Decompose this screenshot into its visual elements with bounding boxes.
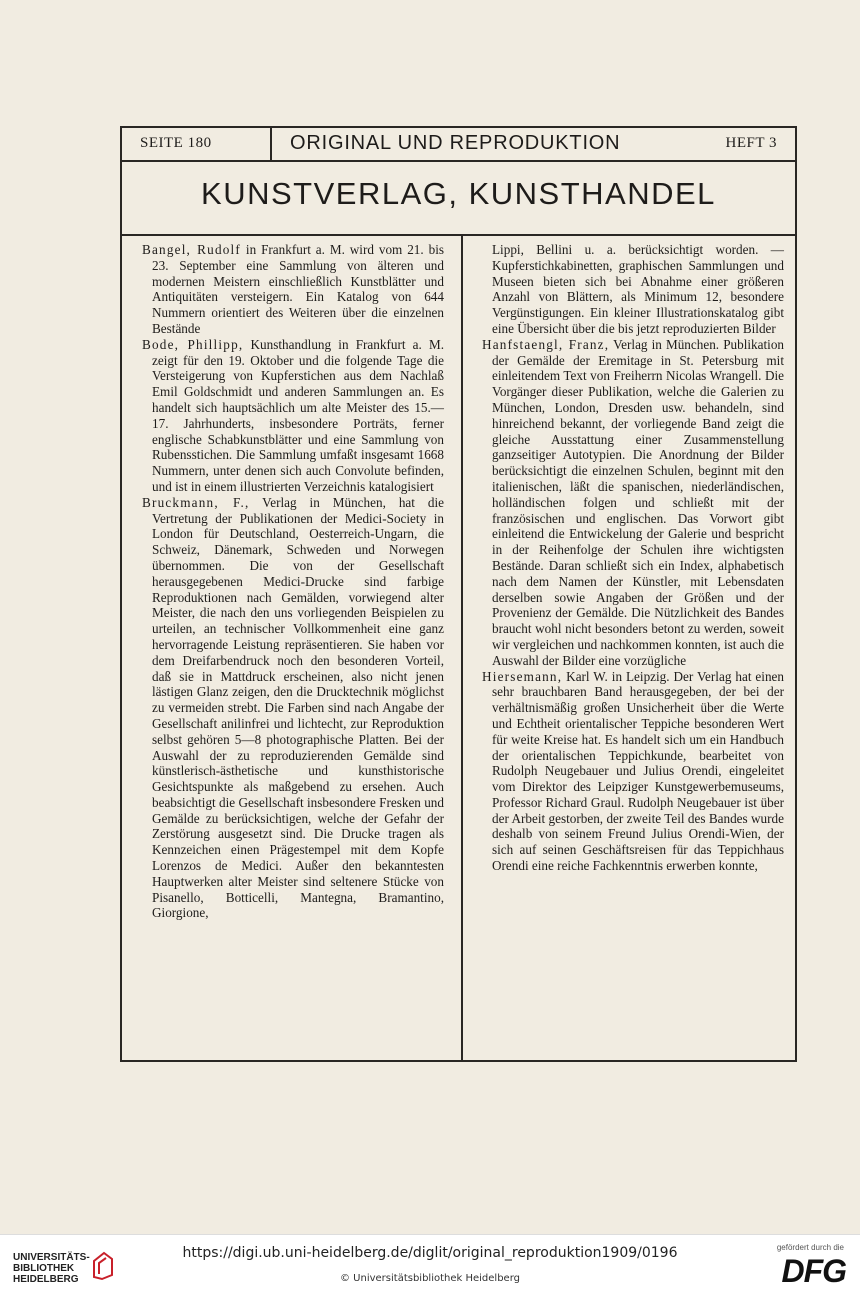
entry-text: Karl W. in Leipzig. Der Verlag hat einen sehr brauchbaren Band herausgegeben, der bei der verhältnismäßig großen Unsicherheit über die Werte und Echtheit orientalischer Teppiche besonderen Wert für weite Kreise hat. Es handelt sich um ein Handbuch der orientalischen Teppichkunde, bearbeitet von Rudolph Neugebauer und Julius Orendi, eingeleitet vom Direktor des Leipziger Kunstgewerbemuseums, Professor Richard Graul. Rudolph Neugebauer ist über der Arbeit gestorben, der zweite Teil des Bandes wurde deshalb von seinem Freund Julius Orendi-Wien, der sich auf seinen Geschäftsreisen für das Teppichhaus Orendi eine reiche Fachkenntnis erwerben konnte, [492, 668, 784, 874]
library-name-line: BIBLIOTHEK [13, 1263, 75, 1274]
permalink-url[interactable]: https://digi.ub.uni-heidelberg.de/diglit/original_reproduktion1909/0196 [182, 1245, 678, 1261]
library-name-line: HEIDELBERG [13, 1274, 79, 1285]
running-header [122, 128, 795, 162]
page-number: SEITE 180 [140, 135, 212, 151]
entry-text: Kunsthandlung in Frankfurt a. M. zeigt für den 19. Oktober und die folgende Tage die Versteigerung von Kupferstichen aus dem Nachlaß Emil Goldschmidt und anderen Sammlungen an. Es handelt sich hauptsächlich um alte Meister des 15.—17. Jahrhunderts, insbesondere Porträts, ferner englische Schabkunstblätter und eine Sammlung von Rubensstichen. Die Sammlung umfaßt insgesamt 1668 Nummern, unter denen sich auch Convolute befinden, und ist in einem illustrierten Verzeichnis katalogisiert [152, 336, 445, 494]
entry-text: Lippi, Bellini u. a. berücksichtigt worden. — Kupferstichkabinetten, graphischen Sammlungen und Museen bieten sich bei Abnahme einer größeren Anzahl von Blättern, als Minimum 12, besondere Vergünstigungen. Ein kleiner Illustrationskatalog gibt eine Übersicht über die bis jetzt reproduzierten Bilder [492, 242, 784, 336]
right-column [482, 242, 784, 874]
library-name-line: UNIVERSITÄTS- [13, 1252, 90, 1263]
entry-hiersemann [482, 669, 784, 874]
column-divider [461, 234, 463, 1060]
entry-hanfstaengl [482, 337, 784, 669]
funding-note: gefördert durch die [776, 1243, 844, 1252]
entry-name: Hiersemann, [482, 668, 563, 684]
copyright-notice: © Universitätsbibliothek Heidelberg [339, 1273, 520, 1284]
entry-bode [142, 337, 444, 495]
entry-name: Hanfstaengl, Franz, [482, 336, 610, 352]
header-divider [270, 128, 272, 160]
entry-bruckmann [142, 495, 444, 922]
magazine-title: ORIGINAL UND REPRODUKTION [290, 132, 621, 154]
left-column [142, 242, 444, 921]
entry-bangel [142, 242, 444, 337]
entry-continuation [482, 242, 784, 337]
entry-text: Verlag in München. Publikation der Gemälde der Eremitage in St. Petersburg mit einleitendem Text von Freiherrn Nicolas Wrangell. Die Vorgänger dieser Publikation, welche die Galerien zu München, London, Dresden usw. behandeln, sind hinreichend bekannt, der vorliegende Band zeigt die gleiche Ausstattung einer Zusammenstellung ganzseitiger Autotypien. Die Anordnung der Bilder berücksichtigt die einzelnen Schulen, beginnt mit den italienischen, läßt die spanischen, niederländischen, holländischen folgen und schließt mit der französischen und englischen. Das Vorwort gibt einleitend die Entwickelung der Galerie und bespricht in der Reihenfolge der Schulen ihre wichtigsten Bestände. Daran schließt sich ein Index, alphabetisch nach dem Namen der Künstler, mit Lebensdaten derselben sowie Angaben der Größen und der Provenienz der Gemälde. Die Nützlichkeit des Bandes braucht wohl nicht besonders betont zu werden, soweit wir vergleichen und nachkommen konnten, ist auch die Auswahl der Bilder eine vorzügliche [492, 336, 785, 668]
issue-number: HEFT 3 [725, 135, 777, 151]
page-frame [120, 126, 797, 1062]
entry-name: Bruckmann, F., [142, 494, 250, 510]
section-title: KUNSTVERLAG, KUNSTHANDEL [201, 176, 716, 211]
entry-text: Verlag in München, hat die Vertretung der Publikationen der Medici-Society in London für Deutschland, Oesterreich-Ungarn, die Schweiz, Dänemark, Schweden und Norwegen übernommen. Die von der Gesellschaft herausgegebenen Medici-Drucke sind farbige Reproduktionen nach Gemälden, vorwiegend alter Meister, die nach den uns vorliegenden Beispielen zu urteilen, an technischer Vollkommenheit eine ganz hervorragende Leistung repräsentieren. Sie haben vor dem Dreifarbendruck noch den besonderen Vorteil, daß sie in Mattdruck erscheinen, also nicht jenen lästigen Glanz zeigen, den die Drucktechnik möglichst zu vermeiden strebt. Die Farben sind nach Angabe der Gesellschaft anilinfrei und lichtecht, zur Reproduktion selbst gehören 5—8 photographische Platten. Bei der Auswahl der zu reproduzierenden Gemälde sind künstlerisch-ästhetische und kunsthistorische Gesichtspunkte als maßgebend zu ersehen. Auch beabsichtigt die Gesellschaft insbesondere Fresken und Gemälde zu berücksichtigen, welche der Gefahr der Zerstörung ausgesetzt sind. Die Drucke tragen als Kennzeichen einen Prägestempel mit dem Kopfe Lorenzos de Medici. Außer den bekanntesten Hauptwerken alter Meister sind seltenere Stücke von Pisanello, Botticelli, Mantegna, Bramantino, Giorgione, [152, 494, 444, 921]
entry-name: Bode, Phillipp, [142, 336, 244, 352]
dfg-logo[interactable]: DFG [781, 1253, 846, 1289]
entry-name: Bangel, Rudolf [142, 242, 241, 257]
entry-text: in Frankfurt a. M. wird vom 21. bis 23. September eine Sammlung von älteren und modernen Meistern einschließlich Kunstblätter und Antiquitäten versteigern. Ein Katalog von 644 Nummern orientiert des Weiteren über die einzelnen Bestände [152, 242, 444, 336]
viewer-footer [0, 1234, 860, 1295]
section-title-band [122, 160, 795, 236]
